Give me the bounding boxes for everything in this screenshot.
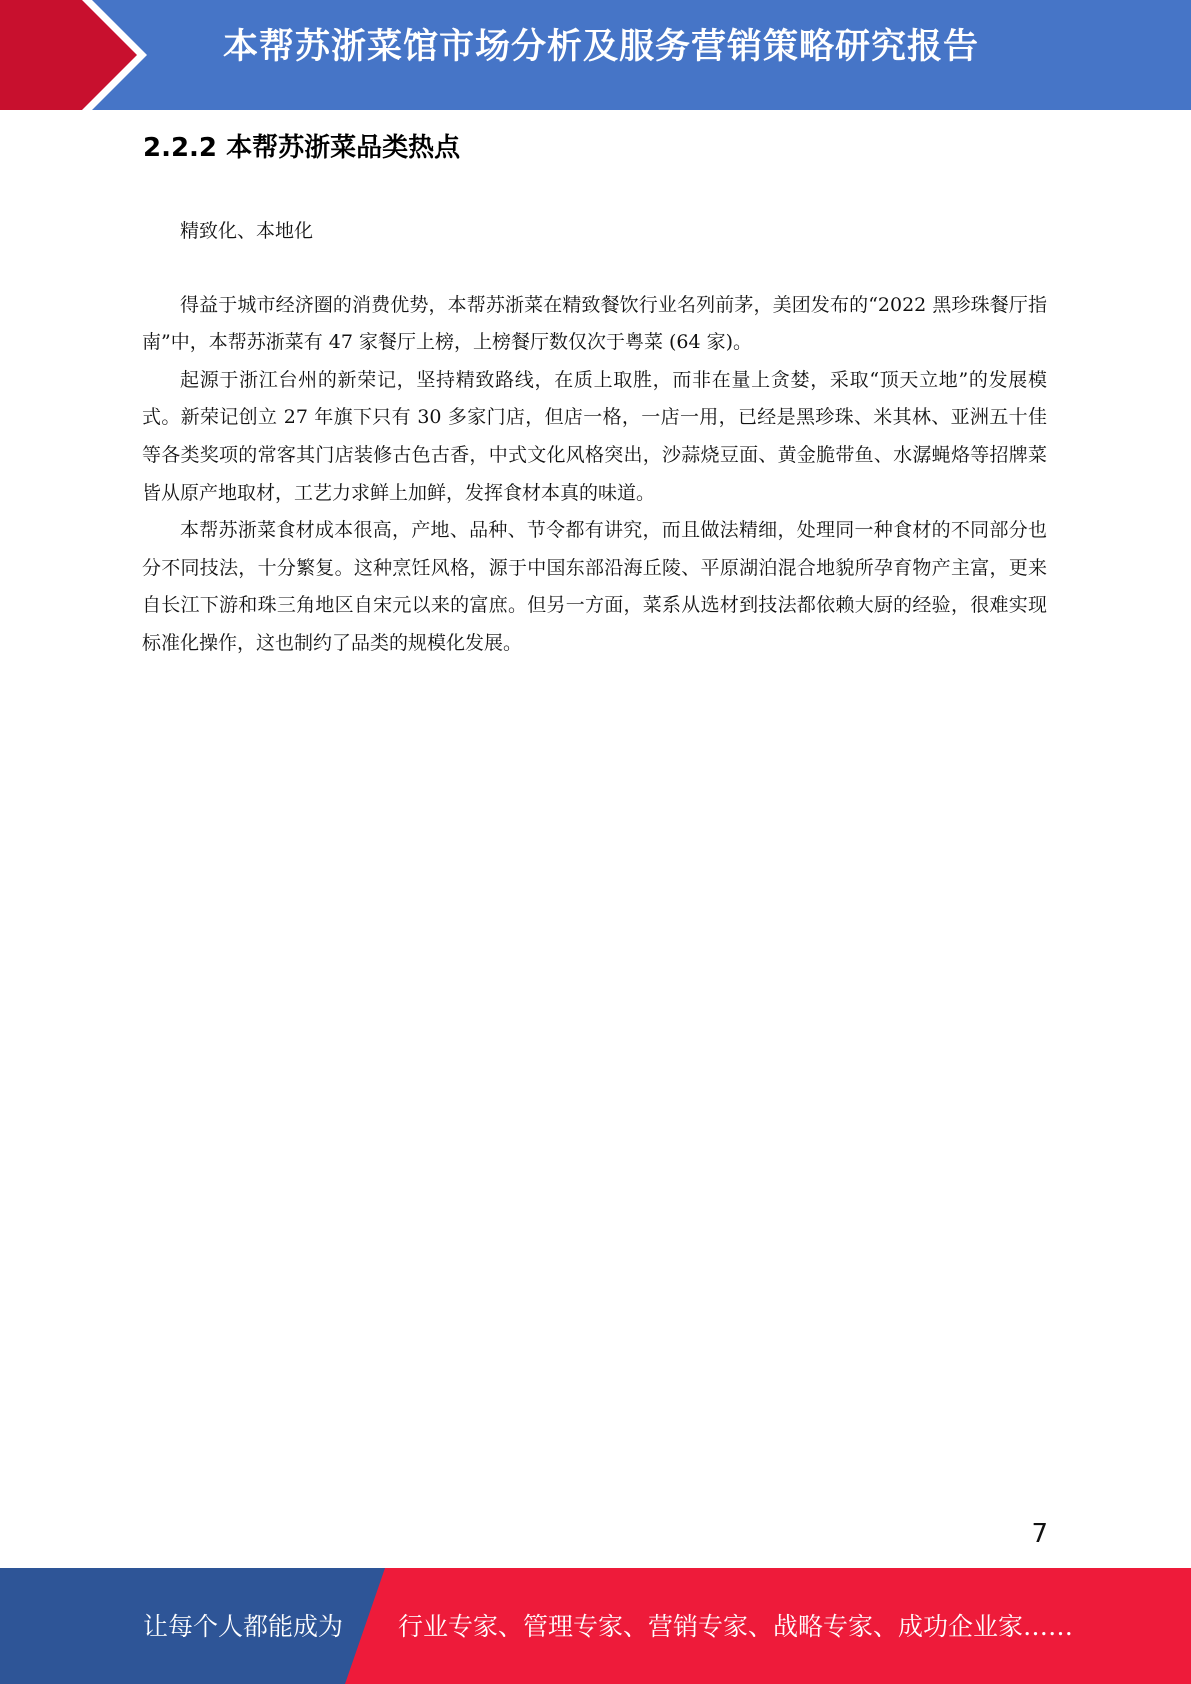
section-heading: 2.2.2 本帮苏浙菜品类热点	[143, 133, 461, 163]
footer-slogan-left: 让每个人都能成为	[143, 1612, 344, 1641]
report-title: 本帮苏浙菜馆市场分析及服务营销策略研究报告	[223, 27, 980, 67]
paragraph: 起源于浙江台州的新荣记，坚持精致路线，在质上取胜，而非在量上贪婪，采取“顶天立地”的发展模式。新荣记创立 27 年旗下只有 30 多家门店，但店一格，一店一用，已经是黑珍珠、米其林、亚洲五十佳等各类奖项的常客其门店装修古色古香，中式文化风格突出，沙蒜烧豆面、黄金脆带鱼、水潺蝇烙等招牌菜皆从原产地取材，工艺力求鲜上加鲜，发挥食材本真的味道。	[142, 368, 1047, 504]
section-subtitle: 精致化、本地化	[180, 220, 314, 242]
paragraph: 得益于城市经济圈的消费优势，本帮苏浙菜在精致餐饮行业名列前茅，美团发布的“2022 黑珍珠餐厅指南”中，本帮苏浙菜有 47 家餐厅上榜，上榜餐厅数仅次于粤菜 (64 家)。	[142, 293, 1047, 354]
body-content	[142, 213, 1047, 663]
header-chevron-logo	[0, 0, 170, 110]
paragraph: 本帮苏浙菜食材成本很高，产地、品种、节令都有讲究，而且做法精细，处理同一种食材的不同部分也分不同技法，十分繁复。这种烹饪风格，源于中国东部沿海丘陵、平原湖泊混合地貌所孕育物产主富，更来自长江下游和珠三角地区自宋元以来的富庶。但另一方面，菜系从选材到技法都依赖大厨的经验，很难实现标准化操作，这也制约了品类的规模化发展。	[142, 519, 1047, 654]
page-number: 7	[1031, 1519, 1048, 1549]
footer-slogan-right: 行业专家、管理专家、营销专家、战略专家、成功企业家……	[398, 1612, 1074, 1641]
footer-banner	[0, 1568, 1191, 1684]
